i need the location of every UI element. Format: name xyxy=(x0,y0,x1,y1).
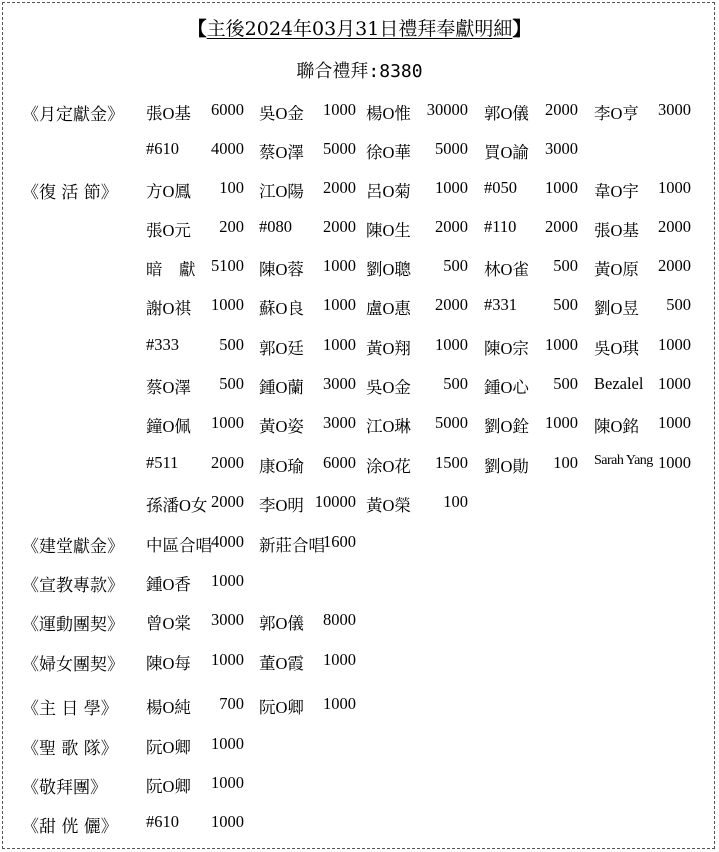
donation-amount: 4000 xyxy=(211,532,244,551)
donor-name: 張O基 xyxy=(146,104,191,123)
donor-name: 李O亨 xyxy=(594,104,639,123)
donation-amount: 6000 xyxy=(211,100,244,119)
category-label: 《主 日 學》 xyxy=(22,699,118,719)
donation-amount: 1000 xyxy=(211,650,244,669)
donor-name: 鍾O心 xyxy=(484,378,529,397)
donation-amount: 100 xyxy=(553,453,578,472)
donation-amount: 2000 xyxy=(323,178,356,197)
donation-amount: 500 xyxy=(666,295,691,314)
donor-name: 劉O昱 xyxy=(594,299,639,318)
donation-amount: 1000 xyxy=(658,413,691,432)
donor-name: 蔡O澤 xyxy=(146,378,191,397)
donation-amount: 500 xyxy=(219,335,244,354)
donation-amount: 1500 xyxy=(435,453,468,472)
donor-name: #610 xyxy=(146,139,179,158)
donor-name: 陳O每 xyxy=(146,654,191,673)
donation-amount: 5100 xyxy=(211,256,244,275)
donor-name: 方O鳳 xyxy=(146,182,191,201)
donation-amount: 1000 xyxy=(211,413,244,432)
donor-name: 張O基 xyxy=(594,221,639,240)
donor-name: 陳O銘 xyxy=(594,417,639,436)
donation-amount: 3000 xyxy=(211,610,244,629)
donor-name: 劉O聰 xyxy=(366,260,411,279)
donation-amount: 5000 xyxy=(435,413,468,432)
donation-amount: 1000 xyxy=(545,178,578,197)
donor-name: #110 xyxy=(484,217,517,236)
title-close-bracket: 】 xyxy=(512,18,532,40)
donation-amount: 2000 xyxy=(435,295,468,314)
donor-name: #331 xyxy=(484,295,517,314)
donor-name: 張O元 xyxy=(146,221,191,240)
donation-amount: 6000 xyxy=(323,453,356,472)
donor-name: 陳O蓉 xyxy=(259,260,304,279)
donation-amount: 500 xyxy=(443,374,468,393)
donation-amount: 5000 xyxy=(323,139,356,158)
donor-name: 黃O原 xyxy=(594,260,639,279)
donation-amount: 10000 xyxy=(314,492,356,511)
donor-name: #610 xyxy=(146,812,179,831)
donation-amount: 3000 xyxy=(545,139,578,158)
donation-amount: 1000 xyxy=(211,773,244,792)
donor-name: 韋O宇 xyxy=(594,182,639,201)
donation-amount: 500 xyxy=(553,256,578,275)
donor-name: 暗 獻 xyxy=(146,260,196,279)
donor-name: 鍾O香 xyxy=(146,575,191,594)
donor-name: 林O雀 xyxy=(484,260,529,279)
donor-name: 吳O金 xyxy=(259,104,304,123)
category-label: 《運動團契》 xyxy=(22,615,124,635)
donation-amount: 200 xyxy=(219,217,244,236)
donation-amount: 500 xyxy=(219,374,244,393)
category-label: 《婦女團契》 xyxy=(22,655,124,675)
category-label: 《建堂獻金》 xyxy=(22,537,124,557)
donation-amount: 1600 xyxy=(323,532,356,551)
donor-name: 吳O金 xyxy=(366,378,411,397)
donation-amount: 1000 xyxy=(323,295,356,314)
donation-amount: 1000 xyxy=(658,335,691,354)
donor-name: 盧O惠 xyxy=(366,299,411,318)
donor-name: 劉O勛 xyxy=(484,457,529,476)
donor-name: 阮O卿 xyxy=(259,698,304,717)
donor-name: 江O琳 xyxy=(366,417,411,436)
donation-amount: 1000 xyxy=(211,295,244,314)
donor-name: 黃O翔 xyxy=(366,339,411,358)
donor-name: 徐O華 xyxy=(366,143,411,162)
donor-name: 陳O生 xyxy=(366,221,411,240)
donation-amount: 2000 xyxy=(323,217,356,236)
donation-amount: 500 xyxy=(443,256,468,275)
donor-name: Bezalel xyxy=(594,374,644,393)
donation-amount: 1000 xyxy=(435,335,468,354)
donation-amount: 1000 xyxy=(323,694,356,713)
donor-name: 鍾O蘭 xyxy=(259,378,304,397)
donation-amount: 2000 xyxy=(658,256,691,275)
donor-name: 郭O廷 xyxy=(259,339,304,358)
donation-amount: 1000 xyxy=(323,100,356,119)
donor-name: #050 xyxy=(484,178,517,197)
donation-amount: 8000 xyxy=(323,610,356,629)
donor-name: 曾O棠 xyxy=(146,614,191,633)
donor-name: 阮O卿 xyxy=(146,777,191,796)
donor-name: 孫潘O女 xyxy=(146,496,208,515)
donation-amount: 5000 xyxy=(435,139,468,158)
donor-name: Sarah Yang xyxy=(594,453,653,468)
donation-amount: 700 xyxy=(219,694,244,713)
donor-name: 劉O銓 xyxy=(484,417,529,436)
donor-name: #080 xyxy=(259,217,292,236)
donation-amount: 1000 xyxy=(658,453,691,472)
donor-name: 鐘O佩 xyxy=(146,417,191,436)
donation-amount: 1000 xyxy=(323,650,356,669)
donor-name: #511 xyxy=(146,453,179,472)
donation-amount: 2000 xyxy=(658,217,691,236)
donation-amount: 2000 xyxy=(211,492,244,511)
donation-amount: 3000 xyxy=(323,374,356,393)
joint-worship-total: 聯合禮拜:8380 xyxy=(296,61,423,82)
donation-amount: 2000 xyxy=(435,217,468,236)
donor-name: 陳O宗 xyxy=(484,339,529,358)
donor-name: 楊O惟 xyxy=(366,104,411,123)
donor-name: 蘇O良 xyxy=(259,299,304,318)
title-open-bracket: 【 xyxy=(187,18,207,40)
donor-name: 黃O姿 xyxy=(259,417,304,436)
donation-amount: 500 xyxy=(553,374,578,393)
donation-amount: 1000 xyxy=(211,812,244,831)
donor-name: 中區合唱 xyxy=(146,536,212,555)
donation-amount: 100 xyxy=(219,178,244,197)
donor-name: 涂O花 xyxy=(366,457,411,476)
title-text: 主後2024年03月31日禮拜奉獻明細 xyxy=(206,18,513,40)
donor-name: 楊O純 xyxy=(146,698,191,717)
donation-amount: 1000 xyxy=(323,335,356,354)
donor-name: 吳O琪 xyxy=(594,339,639,358)
donation-amount: 2000 xyxy=(545,100,578,119)
donation-amount: 1000 xyxy=(545,413,578,432)
donor-name: 董O霞 xyxy=(259,654,304,673)
donor-name: #333 xyxy=(146,335,179,354)
donation-amount: 1000 xyxy=(545,335,578,354)
category-label: 《宣教專款》 xyxy=(22,576,124,596)
donation-amount: 30000 xyxy=(426,100,468,119)
donor-name: 康O瑜 xyxy=(259,457,304,476)
donation-amount: 1000 xyxy=(435,178,468,197)
donor-name: 郭O儀 xyxy=(259,614,304,633)
donation-amount: 4000 xyxy=(211,139,244,158)
category-label: 《月定獻金》 xyxy=(22,105,124,125)
donation-amount: 1000 xyxy=(323,256,356,275)
donor-name: 李O明 xyxy=(259,496,304,515)
donor-name: 新莊合唱 xyxy=(259,536,325,555)
donor-name: 郭O儀 xyxy=(484,104,529,123)
donation-amount: 1000 xyxy=(658,178,691,197)
category-label: 《復 活 節》 xyxy=(22,183,118,203)
donor-name: 蔡O澤 xyxy=(259,143,304,162)
donation-amount: 3000 xyxy=(323,413,356,432)
donation-amount: 100 xyxy=(443,492,468,511)
donor-name: 呂O菊 xyxy=(366,182,411,201)
donation-amount: 1000 xyxy=(211,571,244,590)
category-label: 《敬拜團》 xyxy=(22,778,107,798)
donor-name: 買O諭 xyxy=(484,143,529,162)
donation-amount: 1000 xyxy=(658,374,691,393)
page-title xyxy=(0,14,719,41)
category-label: 《聖 歌 隊》 xyxy=(22,739,118,759)
donor-name: 江O陽 xyxy=(259,182,304,201)
donation-amount: 3000 xyxy=(658,100,691,119)
donation-amount: 2000 xyxy=(545,217,578,236)
donation-amount: 2000 xyxy=(211,453,244,472)
donor-name: 黃O榮 xyxy=(366,496,411,515)
donor-name: 阮O卿 xyxy=(146,738,191,757)
donor-name: 謝O祺 xyxy=(146,299,191,318)
donation-amount: 500 xyxy=(553,295,578,314)
donation-amount: 1000 xyxy=(211,734,244,753)
category-label: 《甜 侊 儷》 xyxy=(22,817,118,837)
